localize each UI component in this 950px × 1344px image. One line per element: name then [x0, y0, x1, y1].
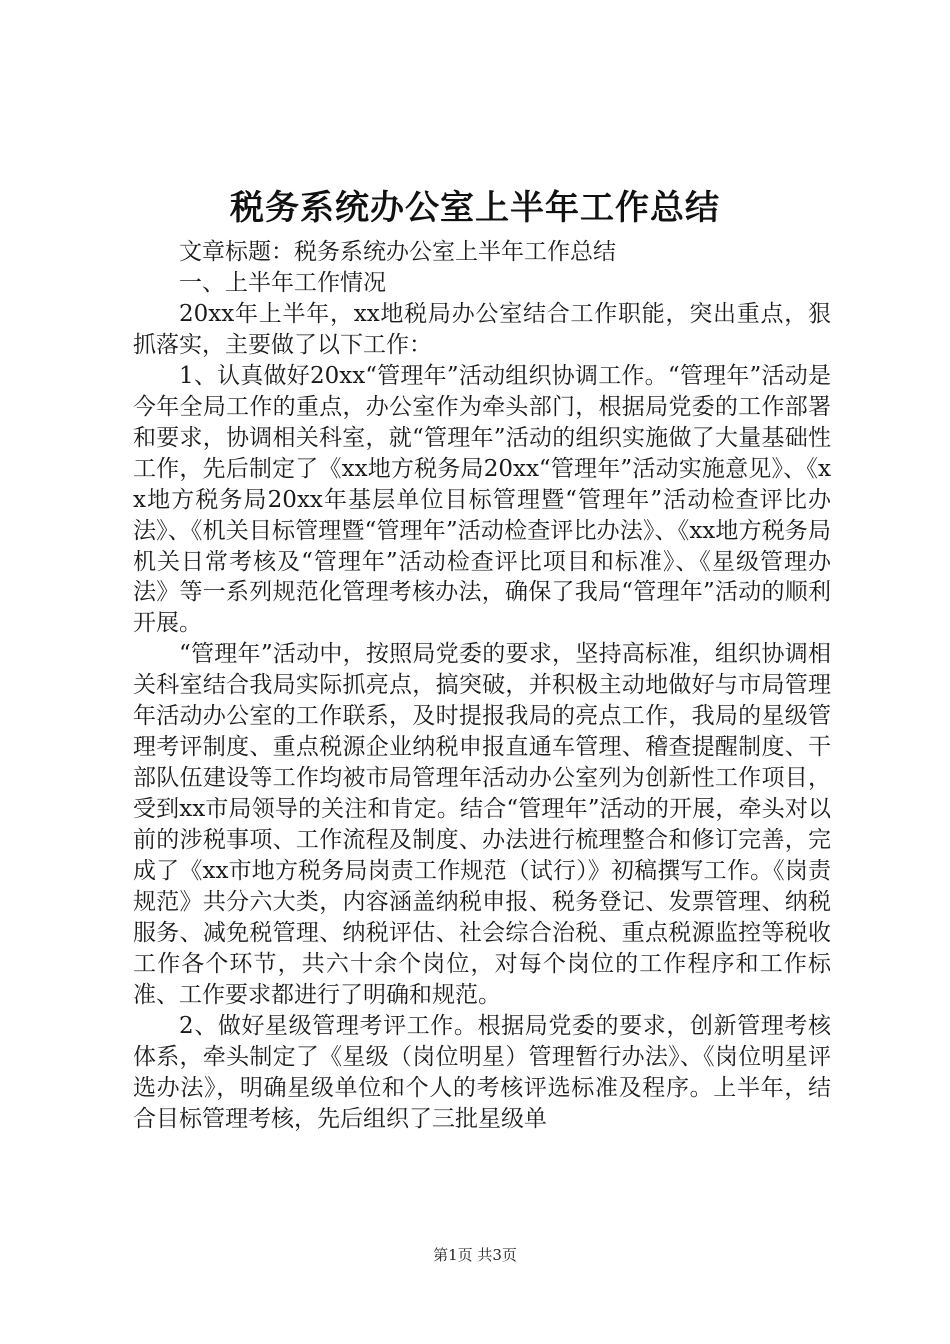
document-title: 税务系统办公室上半年工作总结 [230, 188, 720, 228]
document-body [133, 237, 831, 1135]
article-title-line: 文章标题：税务系统办公室上半年工作总结 [179, 239, 616, 265]
page-number-footer: 第1页 共3页 [433, 1246, 517, 1264]
section-heading: 一、上半年工作情况 [179, 269, 386, 296]
body-paragraph: 20xx年上半年，xx地税局办公室结合工作职能，突出重点，狠抓落实，主要做了以下工作： [133, 300, 831, 358]
body-paragraph: 2、做好星级管理考评工作。根据局党委的要求，创新管理考核体系，牵头制定了《星级（岗位明星）管理暂行办法》、《岗位明星评选办法》，明确星级单位和个人的考核评选标准及程序。上半年，结合目标管理考核，先后组织了三批星级单 [133, 1012, 831, 1132]
body-paragraph: “管理年”活动中，按照局党委的要求，坚持高标准，组织协调相关科室结合我局实际抓亮点，搞突破，并积极主动地做好与市局管理年活动办公室的工作联系，及时提报我局的亮点工作，我局的星级管理考评制度、重点税源企业纳税申报直通车管理、稽查提醒制度、干部队伍建设等工作均被市局管理年活动办公室列为创新性工作项目，受到xx市局领导的关注和肯定。结合“管理年”活动的开展，牵头对以前的涉税事项、工作流程及制度、办法进行梳理整合和修订完善，完成了《xx市地方税务局岗责工作规范（试行）》初稿撰写工作。《岗责规范》共分六大类，内容涵盖纳税申报、税务登记、发票管理、纳税服务、减免税管理、纳税评估、社会综合治税、重点税源监控等税收工作各个环节，共六十余个岗位，对每个岗位的工作程序和工作标准、工作要求都进行了明确和规范。 [133, 641, 831, 1008]
body-paragraph: 1、认真做好20xx“管理年”活动组织协调工作。“管理年”活动是今年全局工作的重点，办公室作为牵头部门，根据局党委的工作部署和要求，协调相关科室，就“管理年”活动的组织实施做了大量基础性工作，先后制定了《xx地方税务局20xx“管理年”活动实施意见》、《xx地方税务局20xx年基层单位目标管理暨“管理年”活动检查评比办法》、《机关目标管理暨“管理年”活动检查评比办法》、《xx地方税务局机关日常考核及“管理年”活动检查评比项目和标准》、《星级管理办法》等一系列规范化管理考核办法，确保了我局“管理年”活动的顺利开展。 [133, 362, 831, 637]
